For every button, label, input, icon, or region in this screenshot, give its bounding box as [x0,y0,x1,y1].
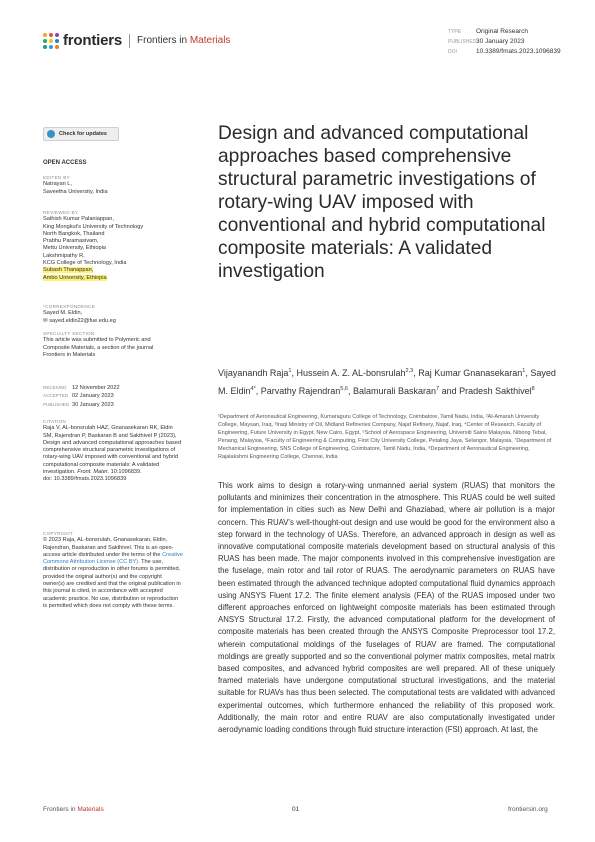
edited-by-block: EDITED BY Natrayan L, Saveetha University, India [43,175,108,195]
reviewed-by-block: REVIEWED BY Sathish Kumar Palaniappan, King Mongkut's University of Technology North Bangkok, Thailand Prabhu Paramasivam, Mettu University, Ethiopia Lakshmipathy R, KCG College of Technology, India Subash Thanappan, Ambo University, Ethiopia [43,210,144,281]
abstract: This work aims to design a rotary-wing unmanned aerial system (RUAS) that monitors the pollutants and minimizes their concentration in the atmosphere. This RUAS could be well suited for implementation in cities such as New Delhi and Ghaziabad, where air pollution is a major concern. This RUAV's well-thought-out design and use would be good for the environment also a step forward in the technology of UASs. Therefore, an advanced approach in design as well as innovative computational composite materials development based on structural analysis of this RUAS has been made. The major components involved in this comprehensive investigation are the fuselage, main rotor and tail rotor of RUAS. The aerodynamic parameters on RUAS have been estimated through the advanced technique adopted computational fluid dynamics approach using ANSYS Fluent 17.2. The finite element analysis (FEA) of the RUAS imposed under two different approaches enforced on lightweight composite materials has been estimated through ANSYS Structural 17.2. Firstly, the advanced computational platform for the development of composite materials has been created through the ANSYS Composite Preprocessor tool 17.2, wherein computational moldings of the fuselages of RUAV are framed. The computational moldings are greatly supported and so the conventional polymer matrix composites, metal matrix based composites, and advanced hybrid composites are well prepared. All of these uniquely framed materials have undergone computational structural investigations, and the material suitable for RUAVs has thus been selected. The computational tests are validated with advanced experimental outcomes, which furthermore enhanced the reliability of this proposed work. Additionally, the main rotor and entire RUAV are also computationally investigated under aerodynamic loading conditions through fluid structure interaction (FSI) approach. At last, the [218,481,555,735]
author: Hussein A. Z. AL-bonsrulah [296,368,406,378]
correspondence-block: *CORRESPONDENCE Sayed M. Eldin, ✉ sayed.eldin22@fue.edu.eg [43,304,116,324]
check-updates-label: Check for updates [59,131,107,137]
cc-by-license-link[interactable]: Creative Commons Attribution License (CC BY). [43,551,183,566]
check-for-updates-button[interactable] [43,127,119,141]
brand-name: frontiers [63,32,123,49]
open-access-label: OPEN ACCESS [43,160,87,166]
author-list: Vijayanandh Raja$^1$, Hussein A. Z. AL-bonsrulah$^{2,3}$, Raj Kumar Gnanasekaran$^1$, Sayed M. Eldin$^{4*}$, Parvathy Rajendran$^{5,6}$, Balamurali Baskaran$^7$ and Pradesh Sakthivel$^8$ [218,368,556,396]
article-meta [448,27,561,57]
specialty-section-block: SPECIALTY SECTION This article was submitted to Polymeric and Composite Materials, a section of the journal Frontiers in Materials [43,331,154,358]
frontiers-logo-icon [43,33,59,49]
author: Parvathy Rajendran [260,386,341,396]
highlighted-affiliation: Ambo University, Ethiopia [43,274,107,281]
brand-divider [129,34,130,48]
footer-site-link[interactable]: frontiersin.org [508,806,548,813]
affiliations: ¹Department of Aeronautical Engineering, Kumaraguru College of Technology, Coimbatore, Tamil Nadu, India, ²Al-Amarah University College, Maysan, Iraq, ³Iraqi Ministry of Oil, Midland Refineries Company, Najaf Refinery, Najaf, Iraq, ⁴Center of Research, Faculty of Engineering, Future University in Egypt, New Cairo, Egypt, ⁵School of Aerospace Engineering, Universiti Sains Malaysia, Nibong Tebal, Penang, Malaysia, ⁶Faculty of Engineering & Computing, First City University College, Petaling Jaya, Selangor, Malaysia, ⁷Department of Mechanical Engineering, SNS College of Engineering, Coimbatore, Tamil Nadu, India, ⁸Department of Aeronautical Engineering, Rajalakshmi Engineering College, Chennai, India [218,414,552,460]
highlighted-reviewer: Subash Thanappan, [43,267,94,274]
copyright-block: COPYRIGHT © 2023 Raja, AL-bonsrulah, Gnanasekaran, Eldin, Rajendran, Baskaran and Sakthivel. This is an open-access article distributed under the terms of the Creative Commons Attribution License (CC BY). The use, distribution or reproduction in other forums is permitted, provided the original author(s) and the copyright owner(s) are credited and that the original publication in this journal is cited, in accordance with accepted academic practice. No use, distribution or reproduction is permitted which does not comply with these terms. [43,531,183,609]
citation-block: CITATION Raja V, AL-bonsrulah HAZ, Gnanasekaran RK, Eldin SM, Rajendran P, Baskaran B and Sakthivel P (2023), Design and advanced computational approaches based comprehensive structural parametric investigations of rotary-wing UAV imposed with conventional and hybrid computational composite materials: A validated investigation. Front. Mater. 10:1096839. doi: 10.3389/fmats.2023.1096839 [43,419,182,483]
footer-journal: Frontiers in Materials [43,806,104,813]
mail-icon: ✉ [43,317,50,324]
author: Balamurali Baskaran [352,386,437,396]
article-title: Design and advanced computational approaches based comprehensive structural parametric investigations of rotary-wing UAV imposed with conventional and hybrid computational composite materials: A validated investigation [218,123,546,282]
author: Sayed M. Eldin [218,368,556,396]
author: Pradesh Sakthivel [459,386,532,396]
update-badge-icon [47,130,55,138]
author: Vijayanandh Raja [218,368,289,378]
meta-type: TYPE Original Research [448,28,529,35]
journal-logo[interactable] [43,32,230,49]
page-number: 01 [292,806,300,813]
journal-title: Frontiers in Materials [137,35,231,46]
meta-doi: DOI 10.3389/fmats.2023.1096839 [448,48,561,55]
dates-block: RECEIVED 12 November 2022 ACCEPTED 02 January 2023 PUBLISHED 30 January 2023 [43,385,120,408]
meta-published: PUBLISHED30 January 2023 [448,38,525,45]
author: Raj Kumar Gnanasekaran [418,368,523,378]
correspondence-email[interactable]: sayed.eldin22@fue.edu.eg [49,317,116,324]
citation-doi: doi: 10.3389/fmats.2023.1096839 [43,476,127,483]
